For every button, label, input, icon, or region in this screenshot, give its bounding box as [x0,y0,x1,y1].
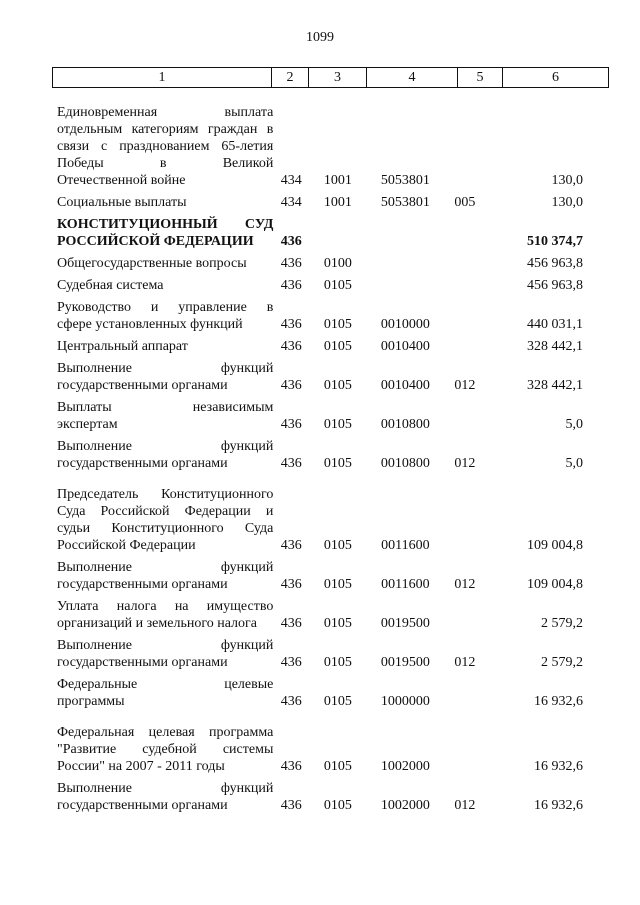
row-amount: 130,0 [551,173,583,188]
row-name-line: Выполнение функций [57,439,274,454]
row-name-line: государственными органами [57,798,228,813]
row-amount: 109 004,8 [527,538,583,553]
row-section-code: 0105 [323,278,352,293]
row-section-code: 0105 [323,616,352,631]
row-ministry-code: 434 [280,195,302,210]
row-name-line: судьи Конституционного Суда [57,521,274,536]
row-expense-type: 012 [454,378,476,393]
row-ministry-code: 436 [280,278,302,293]
table-row [52,277,604,294]
row-amount: 2 579,2 [541,655,583,670]
row-section-code: 0105 [323,577,352,592]
row-name [52,360,273,394]
row-ministry-code: 436 [280,577,302,592]
row-target-code: 1000000 [380,694,430,709]
table-row [52,360,604,394]
table-row [52,216,604,250]
table-row [52,399,604,433]
row-amount: 130,0 [551,195,583,210]
row-name [52,338,273,355]
table-row [52,724,604,775]
row-name-line: Руководство и управление в [57,300,274,315]
row-amount: 328 442,1 [527,378,583,393]
row-ministry-code: 436 [280,339,302,354]
row-ministry-code: 436 [280,378,302,393]
row-target-code: 0011600 [381,577,430,592]
table-row [52,637,604,671]
row-name-line: Социальные выплаты [57,195,187,210]
row-name-line: Выполнение функций [57,781,274,796]
table-row [52,104,604,189]
row-ministry-code: 436 [280,759,302,774]
row-ministry-code: 436 [280,694,302,709]
row-section-code: 0105 [323,417,352,432]
row-amount: 328 442,1 [527,339,583,354]
row-ministry-code: 436 [280,456,302,471]
row-target-code: 0010800 [380,456,430,471]
row-name-line: Российской Федерации [57,538,196,553]
table-row [52,194,604,211]
row-name [52,559,273,593]
row-ministry-code: 436 [280,655,302,670]
row-name-line: государственными органами [57,577,228,592]
row-section-code: 1001 [323,173,352,188]
row-amount: 5,0 [565,456,583,471]
row-name [52,637,273,671]
table-row [52,676,604,710]
column-header-row [53,68,609,88]
row-name-line: государственными органами [57,456,228,471]
row-section-code: 0105 [323,694,352,709]
row-name [52,438,273,472]
row-name-line: Единовременная выплата [57,105,274,120]
row-expense-type: 012 [454,655,476,670]
row-target-code: 0011600 [381,538,430,553]
row-target-code: 0010800 [380,417,430,432]
row-section-code: 0105 [323,339,352,354]
row-target-code: 1002000 [380,798,430,813]
row-amount: 16 932,6 [534,694,583,709]
row-name [52,598,273,632]
row-expense-type: 012 [454,577,476,592]
row-name [52,676,273,710]
row-target-code: 1002000 [380,759,430,774]
column-header-1: 1 [53,68,272,88]
budget-table-body [52,104,604,819]
row-name-line: РОССИЙСКОЙ ФЕДЕРАЦИИ [57,234,254,249]
row-name-line: Выполнение функций [57,361,274,376]
column-header-4: 4 [367,68,458,88]
column-header-5: 5 [458,68,503,88]
table-row [52,438,604,472]
row-amount: 440 031,1 [527,317,583,332]
row-name [52,299,273,333]
row-name [52,277,273,294]
row-name-line: организаций и земельного налога [57,616,257,631]
row-name [52,194,273,211]
row-name-line: связи с празднованием 65-летия [57,139,274,154]
row-name-line: Федеральные целевые [57,677,274,692]
row-name [52,255,273,272]
row-name-line: Выполнение функций [57,638,274,653]
row-section-code: 0105 [323,798,352,813]
row-name-line: Уплата налога на имущество [57,599,274,614]
row-amount: 510 374,7 [527,234,583,249]
row-section-code: 0105 [323,456,352,471]
column-header-3: 3 [309,68,367,88]
row-name-line: Председатель Конституционного [57,487,274,502]
row-name-line: программы [57,694,125,709]
row-section-code: 0105 [323,759,352,774]
row-name-line: Федеральная целевая программа [57,725,274,740]
row-amount: 5,0 [565,417,583,432]
row-target-code: 0010000 [380,317,430,332]
row-amount: 456 963,8 [527,256,583,271]
table-row [52,780,604,814]
row-section-code: 1001 [323,195,352,210]
row-amount: 16 932,6 [534,759,583,774]
row-name-line: экспертам [57,417,118,432]
row-expense-type: 012 [454,456,476,471]
row-name-line: Победы в Великой [57,156,274,171]
row-ministry-code: 436 [280,417,302,432]
row-name-line: государственными органами [57,378,228,393]
table-row [52,598,604,632]
row-name [52,486,273,554]
row-name-line: государственными органами [57,655,228,670]
row-name-line: "Развитие судебной системы [57,742,274,757]
row-name-line: сфере установленных функций [57,317,243,332]
column-header-2: 2 [272,68,309,88]
row-name [52,216,273,250]
row-target-code: 5053801 [380,195,430,210]
row-name-line: отдельным категориям граждан в [57,122,274,137]
row-name-line: России" на 2007 - 2011 годы [57,759,225,774]
row-ministry-code: 434 [280,173,302,188]
row-target-code: 0010400 [380,339,430,354]
row-name-line: Выполнение функций [57,560,274,575]
row-expense-type: 012 [454,798,476,813]
row-name-line: Суда Российской Федерации и [57,504,274,519]
row-section-code: 0105 [323,655,352,670]
row-amount: 16 932,6 [534,798,583,813]
row-name [52,724,273,775]
column-header-6: 6 [503,68,609,88]
row-name-line: КОНСТИТУЦИОННЫЙ СУД [57,217,274,232]
table-row [52,255,604,272]
row-target-code: 0019500 [380,655,430,670]
row-section-code: 0105 [323,538,352,553]
row-name [52,104,273,189]
table-row [52,299,604,333]
row-ministry-code: 436 [280,317,302,332]
row-section-code: 0105 [323,378,352,393]
row-expense-type: 005 [454,195,476,210]
row-ministry-code: 436 [280,616,302,631]
row-name [52,399,273,433]
row-section-code: 0100 [323,256,352,271]
row-target-code: 0010400 [380,378,430,393]
table-row [52,338,604,355]
row-ministry-code: 436 [280,798,302,813]
row-name [52,780,273,814]
column-header-table [52,67,609,88]
row-name-line: Общегосударственные вопросы [57,256,247,271]
row-amount: 2 579,2 [541,616,583,631]
row-ministry-code: 436 [280,256,302,271]
row-amount: 109 004,8 [527,577,583,592]
table-row [52,486,604,554]
row-name-line: Выплаты независимым [57,400,274,415]
row-target-code: 5053801 [380,173,430,188]
row-ministry-code: 436 [280,234,302,249]
row-name-line: Центральный аппарат [57,339,188,354]
row-name-line: Судебная система [57,278,164,293]
row-section-code: 0105 [323,317,352,332]
row-name-line: Отечественной войне [57,173,186,188]
table-row [52,559,604,593]
row-amount: 456 963,8 [527,278,583,293]
row-target-code: 0019500 [380,616,430,631]
page-number: 1099 [306,30,334,45]
row-ministry-code: 436 [280,538,302,553]
